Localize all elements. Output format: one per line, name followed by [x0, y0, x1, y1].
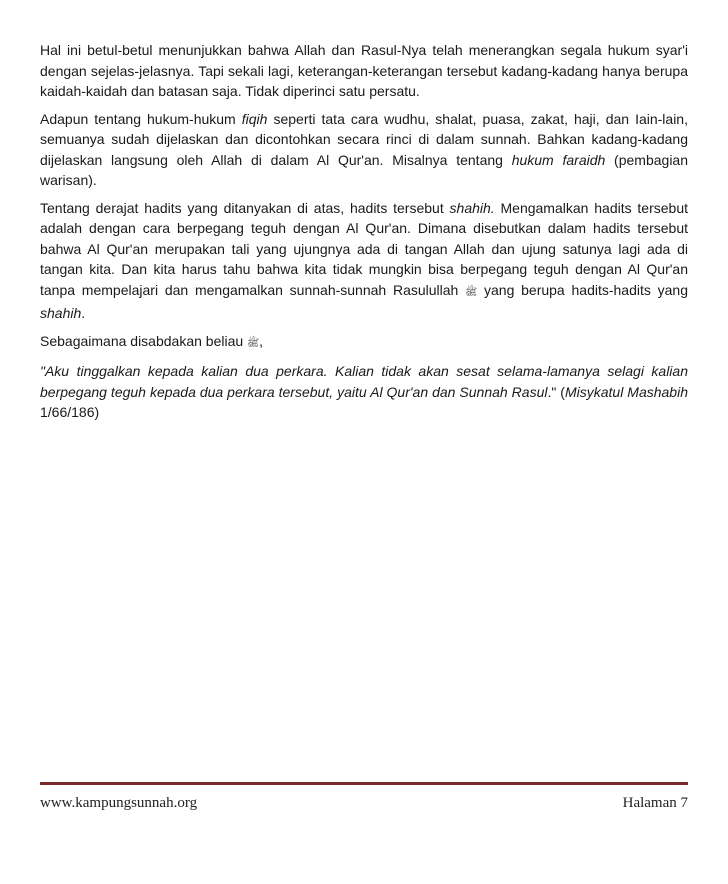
paragraph-4-part-a: Sebagaimana disabdakan beliau	[40, 332, 248, 349]
source-title: Misykatul Mashabih	[564, 383, 688, 400]
paragraph-4-part-b: ,	[259, 332, 264, 349]
source-reference: 1/66/186)	[40, 404, 100, 420]
hadith-quote: "Aku tinggalkan kepada kalian dua perkara. Kalian tidak akan sesat selama-lamanya selagi kalian berpegang teguh kepada dua perkara tersebut, yaitu Al Qur'an dan Sunnah Rasul	[40, 363, 688, 400]
paragraph-2-part-c: seperti tata cara wudhu, shalat, puasa, zakat, haji, dan Iain-lain, semuanya sudah dijelaskan dan dicontohkan secara rinci di dalam sunnah. Bahkan kadang-kadang dijelaskan langsung oleh Allah di dalam Al Qur'an. Misalnya tentang	[40, 110, 688, 168]
term-hukum-faraidh: hukum faraidh	[511, 151, 606, 168]
footer-page-number: Halaman 7	[622, 795, 688, 811]
paragraph-1-text: Hal ini betul-betul menunjukkan bahwa Allah dan Rasul-Nya telah menerangkan segala hukum syar'i dengan sejelas-jelasnya. Tapi sekali lagi, keterangan-keterangan tersebut kadang-kadang hanya berupa kaidah-kaidah dan batasan saja. Tidak diperinci satu persatu.	[40, 42, 688, 99]
quote-close: ." (	[547, 383, 565, 400]
paragraph-3	[40, 198, 688, 324]
document-body	[40, 40, 688, 430]
page-footer	[40, 795, 688, 812]
paragraph-4	[40, 331, 688, 355]
paragraph-2-part-e: (pembagian warisan).	[40, 151, 688, 188]
paragraph-1	[40, 40, 688, 102]
paragraph-3-part-f: .	[81, 305, 86, 321]
paragraph-3-part-a: Tentang derajat hadits yang ditanyakan di atas, hadits tersebut	[40, 199, 450, 216]
footer-divider	[40, 782, 688, 785]
term-fiqih: fiqih	[241, 110, 268, 127]
footer-website: www.kampungsunnah.org	[40, 795, 198, 811]
paragraph-2-part-a: Adapun tentang hukum-hukum	[40, 110, 242, 127]
paragraph-3-part-c: Mengamalkan hadits tersebut adalah dengan cara berpegang teguh dengan Al Qur'an. Dimana disebutkan dalam hadits tersebut bahwa Al Qur'an merupakan tali yang ujungnya ada di tangan Allah dan ujung satunya lagi ada di tangan kita. Dan kita harus tahu bahwa kita tidak mungkin bisa berpegang teguh dengan Al Qur'an tanpa mempelajari dan mengamalkan sunnah-sunnah Rasulullah	[40, 199, 688, 298]
paragraph-5-quote	[40, 361, 688, 423]
paragraph-2	[40, 109, 688, 191]
salawat-glyph-1: ﷺ	[465, 286, 478, 298]
term-shahih-2: shahih	[40, 305, 82, 321]
paragraph-3-part-d: yang berupa hadits-hadits yang	[477, 281, 689, 298]
term-shahih-1: shahih.	[449, 199, 495, 216]
salawat-glyph-2: ﷺ	[247, 337, 260, 349]
